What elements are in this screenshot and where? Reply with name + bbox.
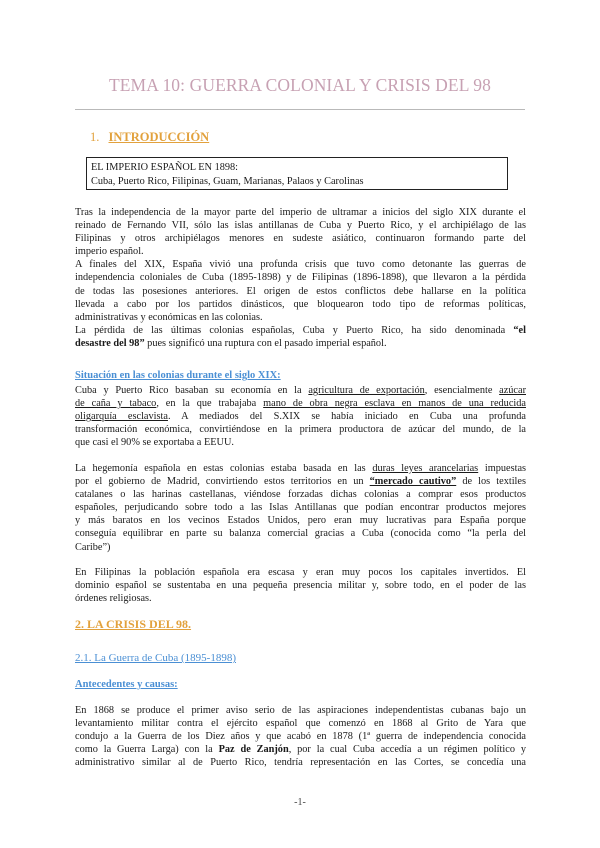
antecedentes-heading: Antecedentes y causas: [75, 679, 178, 690]
text-line: órdenes religiosas. [75, 593, 152, 605]
situation-paragraph [75, 384, 526, 449]
section-heading-introduction [90, 130, 209, 145]
text-line: reinado de Fernando VII, sólo las islas antillanas de Cuba y Puerto Rico, y el archipiélago de las [75, 220, 526, 232]
section-title: INTRODUCCIÓN [108, 130, 210, 144]
text-line: desastre del 98” pues significó una ruptura con el pasado imperial español. [75, 337, 387, 349]
intro-paragraph [75, 206, 526, 350]
section-number: 1. [90, 130, 100, 144]
text-line: dominio español se sustentaba en una pequeña presencia militar y, sobre todo, en el poder de las [75, 580, 526, 592]
situation-heading: Situación en las colonias durante el siglo XIX: [75, 370, 281, 381]
text-line: como la Guerra Larga) con la Paz de Zanjón, por la cual Cuba accedía a un régimen político y [75, 744, 526, 756]
text-line: españoles, perjudicando sobre todo a las Islas Antillanas que podían encontrar productos mejores [75, 502, 526, 514]
text-line: La hegemonía española en estas colonias estaba basada en las duras leyes arancelarias impuestas [75, 463, 527, 474]
text-line: que casi el 90% se exportaba a EEUU. [75, 437, 234, 449]
hegemony-paragraph [75, 462, 526, 554]
text-line: por el gobierno de Madrid, convirtiendo estos territorios en un “mercado cautivo” de los textiles [75, 476, 526, 488]
text-line: de caña y tabaco, en la que trabajaba mano de obra negra esclava en manos de una reducida [75, 398, 526, 410]
box-line-1: EL IMPERIO ESPAÑOL EN 1898: [91, 162, 239, 173]
empire-summary-box [86, 157, 508, 190]
text-line: Filipinas y otros archipiélagos menores en sudeste asiático, continuaron formando parte del [75, 233, 526, 245]
text-line: Cuba y Puerto Rico basaban su economía en la agricultura de exportación, esencialmente azúcar [75, 385, 526, 396]
text-line: Caribe”) [75, 541, 111, 553]
text-line: Tras la independencia de la mayor parte del imperio de ultramar a inicios del siglo XIX durante el [75, 207, 526, 218]
desastre-98-term: desastre del 98” [75, 337, 145, 349]
text-line: La pérdida de las últimas colonias españolas, Cuba y Puerto Rico, ha sido denominada “el [75, 324, 526, 336]
text-line: levantamiento militar contra el ejército español que comenzó en 1868 al Grito de Yara que [75, 718, 526, 730]
philippines-paragraph [75, 566, 526, 605]
text-line: administrativas y económicas en las colonias. [75, 311, 263, 323]
text-line: En 1868 se produce el primer aviso serio de las aspiraciones independentistas cubanas bajo un [75, 705, 526, 716]
quote-open: “el [513, 324, 526, 336]
section-heading-crisis: 2. LA CRISIS DEL 98. [75, 617, 192, 631]
box-line-2: Cuba, Puerto Rico, Filipinas, Guam, Marianas, Palaos y Carolinas [91, 175, 364, 187]
text-line: oligarquía esclavista. A mediados del S.XIX se había iniciado en Cuba una profunda [75, 411, 526, 423]
text-line: condujo a la Guerra de los Diez años y que acabó en 1878 (1ª guerra de independencia conocida [75, 731, 526, 743]
text-line: independencia coloniales de Cuba (1895-1898) y de Filipinas (1896-1898), que llevaron a la pérdida [75, 272, 526, 284]
paz-zanjon-term: Paz de Zanjón [218, 744, 289, 756]
text-line: conseguía equilibrar en parte su balanza comercial gracias a Cuba (conocida como “la perla del [75, 528, 526, 540]
text-line: llevada a cabo por los partidos dinásticos, que bloquearon todo tipo de reformas políticas, [75, 298, 526, 310]
text-line: En Filipinas la población española era escasa y eran muy pocos los capitales invertidos. El [75, 567, 526, 578]
text-line: imperio español. [75, 246, 144, 258]
cuba-paragraph [75, 704, 526, 769]
text-line: administrativo similar al de Puerto Rico, tendría representación en las Cortes, se concedía una [75, 757, 526, 769]
mercado-cautivo-term: “mercado cautivo” [369, 476, 457, 488]
document-title: TEMA 10: GUERRA COLONIAL Y CRISIS DEL 98 [108, 75, 492, 95]
text-line: de todas las posesiones anteriores. El origen de estos conflictos debe hallarse en la política [75, 285, 526, 297]
text-line: catalanes o las harinas castellanas, viéndose forzadas dichas colonias a comprar esos productos [75, 489, 526, 501]
text-line: transformación económica, convirtiéndose en la primera productora de azúcar del mundo, de la [75, 424, 526, 436]
title-divider [75, 109, 525, 110]
text-line: A finales del XIX, España vivió una profunda crisis que tuvo como detonante las guerras de [75, 259, 526, 271]
text-line: y más baratos en los vecinos Estados Unidos, pero eran muy lucrativas para España porque [75, 515, 526, 527]
page-number: -1- [294, 797, 306, 808]
subsection-heading-cuba-war: 2.1. La Guerra de Cuba (1895-1898) [75, 652, 236, 664]
